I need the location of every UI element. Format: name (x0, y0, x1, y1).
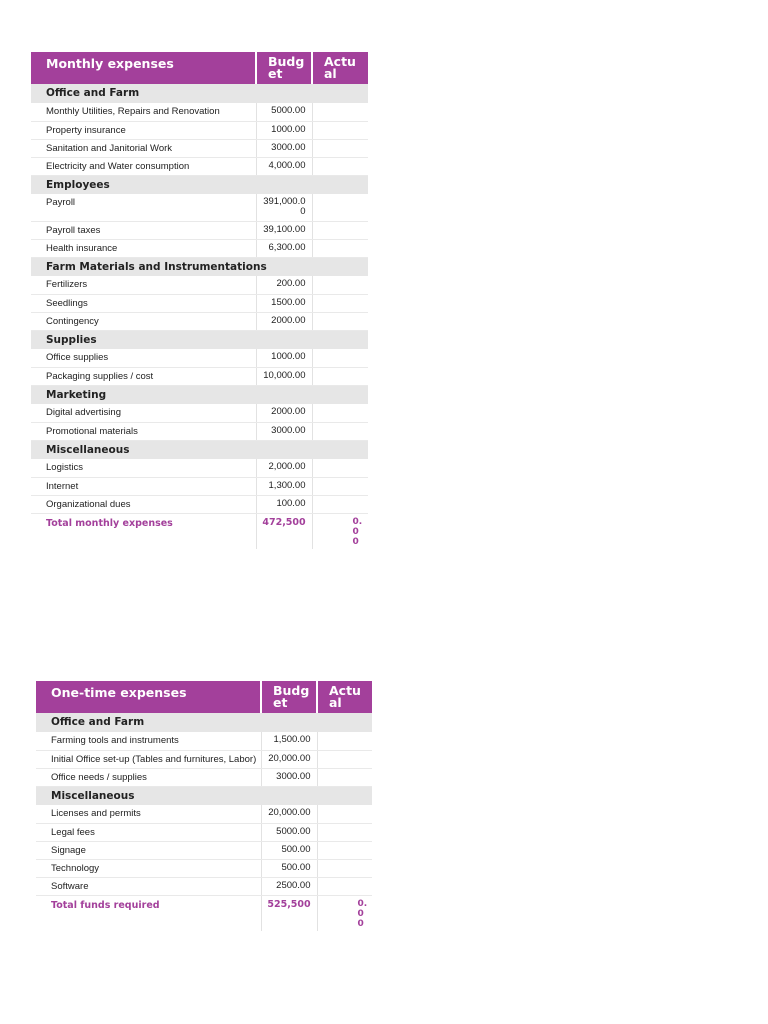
item-label: Electricity and Water consumption (31, 157, 256, 175)
category-label: Employees (31, 175, 368, 194)
item-actual[interactable] (312, 221, 368, 239)
item-actual[interactable] (312, 477, 368, 495)
category-row (36, 786, 372, 805)
table-row (31, 294, 368, 312)
item-budget: 5000.00 (256, 103, 312, 121)
item-actual[interactable] (317, 841, 372, 859)
table-row (31, 459, 368, 477)
item-label: Digital advertising (31, 404, 256, 422)
item-actual[interactable] (312, 459, 368, 477)
table-row (31, 121, 368, 139)
table-row (36, 877, 372, 895)
item-budget: 39,100.00 (256, 221, 312, 239)
item-label: Payroll taxes (31, 221, 256, 239)
table-row (36, 805, 372, 823)
category-label: Office and Farm (31, 84, 368, 103)
item-actual[interactable] (317, 750, 372, 768)
item-actual[interactable] (317, 877, 372, 895)
item-label: Office supplies (31, 349, 256, 367)
table-row (36, 841, 372, 859)
item-budget: 10,000.00 (256, 367, 312, 385)
item-actual[interactable] (312, 349, 368, 367)
item-actual[interactable] (312, 121, 368, 139)
item-label: Initial Office set-up (Tables and furnitures, Labor) (36, 750, 261, 768)
onetime-total-label: Total funds required (36, 895, 261, 931)
item-label: Contingency (31, 312, 256, 330)
category-label: Farm Materials and Instrumentations (31, 257, 368, 276)
item-label: Office needs / supplies (36, 768, 261, 786)
monthly-header-row (31, 52, 368, 84)
monthly-total-label: Total monthly expenses (31, 513, 256, 549)
item-label: Payroll (31, 194, 256, 221)
table-row (36, 859, 372, 877)
monthly-total-actual: 0.00 (312, 513, 368, 549)
item-budget: 6,300.00 (256, 239, 312, 257)
item-budget: 391,000.00 (256, 194, 312, 221)
item-label: Packaging supplies / cost (31, 367, 256, 385)
item-budget: 2500.00 (261, 877, 317, 895)
item-label: Logistics (31, 459, 256, 477)
onetime-actual-header: Actu al (317, 681, 372, 713)
item-actual[interactable] (312, 312, 368, 330)
item-budget: 2,000.00 (256, 459, 312, 477)
item-budget: 2000.00 (256, 312, 312, 330)
item-label: Internet (31, 477, 256, 495)
category-label: Miscellaneous (36, 786, 372, 805)
table-row (36, 732, 372, 750)
monthly-actual-header: Actu al (312, 52, 368, 84)
item-label: Health insurance (31, 239, 256, 257)
item-budget: 4,000.00 (256, 157, 312, 175)
item-actual[interactable] (312, 139, 368, 157)
item-budget: 200.00 (256, 276, 312, 294)
category-label: Miscellaneous (31, 440, 368, 459)
table-row (31, 312, 368, 330)
item-budget: 2000.00 (256, 404, 312, 422)
item-label: Farming tools and instruments (36, 732, 261, 750)
item-actual[interactable] (317, 859, 372, 877)
item-label: Organizational dues (31, 495, 256, 513)
table-row (31, 157, 368, 175)
onetime-title: One-time expenses (36, 681, 261, 713)
monthly-expenses-table (31, 52, 368, 549)
table-row (36, 823, 372, 841)
item-budget: 100.00 (256, 495, 312, 513)
item-label: Licenses and permits (36, 805, 261, 823)
table-row (31, 194, 368, 221)
monthly-budget-header: Budg et (256, 52, 312, 84)
item-budget: 1500.00 (256, 294, 312, 312)
category-row (31, 84, 368, 103)
category-row (31, 440, 368, 459)
table-row (36, 750, 372, 768)
item-budget: 3000.00 (256, 422, 312, 440)
item-label: Software (36, 877, 261, 895)
item-label: Seedlings (31, 294, 256, 312)
onetime-total-budget: 525,500 (261, 895, 317, 931)
table-row (31, 495, 368, 513)
table-row (36, 768, 372, 786)
item-label: Sanitation and Janitorial Work (31, 139, 256, 157)
item-actual[interactable] (312, 103, 368, 121)
item-label: Monthly Utilities, Repairs and Renovation (31, 103, 256, 121)
item-budget: 20,000.00 (261, 750, 317, 768)
item-label: Property insurance (31, 121, 256, 139)
table-row (31, 422, 368, 440)
item-label: Promotional materials (31, 422, 256, 440)
item-budget: 500.00 (261, 841, 317, 859)
onetime-total-actual: 0.00 (317, 895, 372, 931)
category-row (31, 385, 368, 404)
item-actual[interactable] (312, 404, 368, 422)
onetime-total-row (36, 895, 372, 931)
item-actual[interactable] (312, 422, 368, 440)
table-row (31, 349, 368, 367)
category-label: Marketing (31, 385, 368, 404)
item-budget: 1000.00 (256, 349, 312, 367)
item-budget: 3000.00 (256, 139, 312, 157)
item-label: Legal fees (36, 823, 261, 841)
item-label: Fertilizers (31, 276, 256, 294)
item-actual[interactable] (312, 239, 368, 257)
monthly-total-budget: 472,500 (256, 513, 312, 549)
table-row (31, 477, 368, 495)
table-row (31, 139, 368, 157)
table-row (31, 276, 368, 294)
onetime-expenses-table (36, 681, 372, 931)
onetime-header-row (36, 681, 372, 713)
category-label: Office and Farm (36, 713, 372, 732)
table-row (31, 103, 368, 121)
item-budget: 3000.00 (261, 768, 317, 786)
monthly-total-row (31, 513, 368, 549)
item-actual[interactable] (317, 823, 372, 841)
monthly-title: Monthly expenses (31, 52, 256, 84)
category-row (31, 175, 368, 194)
item-budget: 1,500.00 (261, 732, 317, 750)
category-row (36, 713, 372, 732)
item-actual[interactable] (312, 194, 368, 221)
item-label: Technology (36, 859, 261, 877)
item-actual[interactable] (312, 276, 368, 294)
item-actual[interactable] (317, 768, 372, 786)
onetime-budget-header: Budg et (261, 681, 317, 713)
item-budget: 5000.00 (261, 823, 317, 841)
item-actual[interactable] (317, 732, 372, 750)
item-actual[interactable] (312, 495, 368, 513)
item-actual[interactable] (317, 805, 372, 823)
item-actual[interactable] (312, 294, 368, 312)
table-row (31, 404, 368, 422)
item-budget: 1,300.00 (256, 477, 312, 495)
item-actual[interactable] (312, 367, 368, 385)
table-row (31, 239, 368, 257)
table-row (31, 221, 368, 239)
item-budget: 20,000.00 (261, 805, 317, 823)
table-row (31, 367, 368, 385)
item-actual[interactable] (312, 157, 368, 175)
category-row (31, 330, 368, 349)
item-label: Signage (36, 841, 261, 859)
category-row (31, 257, 368, 276)
item-budget: 500.00 (261, 859, 317, 877)
item-budget: 1000.00 (256, 121, 312, 139)
category-label: Supplies (31, 330, 368, 349)
